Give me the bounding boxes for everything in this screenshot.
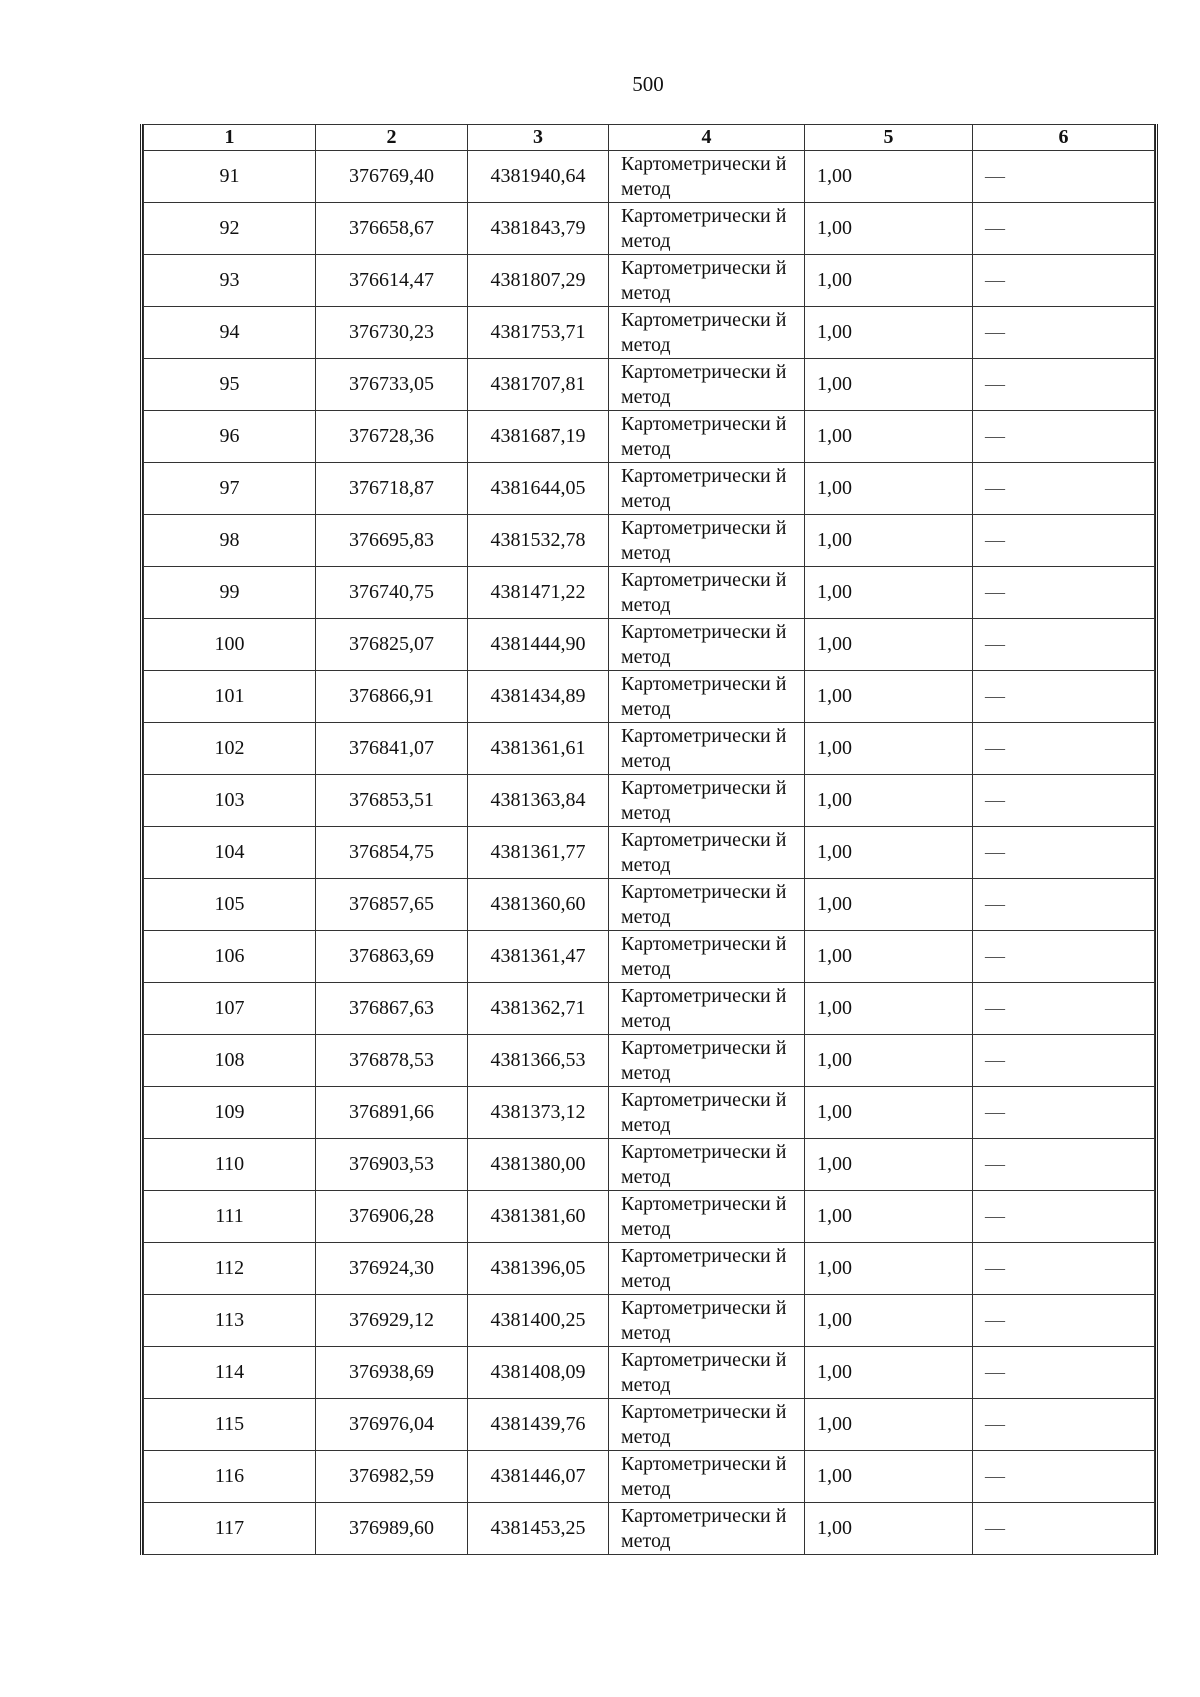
y-coordinate-cell: 4381363,84 (468, 775, 609, 827)
note-cell: — (973, 1243, 1155, 1295)
x-coordinate-cell: 376695,83 (316, 515, 468, 567)
note-cell: — (973, 619, 1155, 671)
column-header-2: 2 (316, 125, 468, 151)
y-coordinate-cell: 4381453,25 (468, 1503, 609, 1555)
x-coordinate-cell: 376982,59 (316, 1451, 468, 1503)
column-header-1: 1 (144, 125, 316, 151)
point-number-cell: 92 (144, 203, 316, 255)
accuracy-cell: 1,00 (805, 411, 973, 463)
table-row (144, 359, 1155, 411)
x-coordinate-cell: 376989,60 (316, 1503, 468, 1555)
method-cell: Картометрически й метод (609, 255, 805, 307)
y-coordinate-cell: 4381532,78 (468, 515, 609, 567)
method-cell: Картометрически й метод (609, 619, 805, 671)
x-coordinate-cell: 376718,87 (316, 463, 468, 515)
x-coordinate-cell: 376878,53 (316, 1035, 468, 1087)
table-row (144, 671, 1155, 723)
table-row (144, 827, 1155, 879)
accuracy-cell: 1,00 (805, 151, 973, 203)
accuracy-cell: 1,00 (805, 775, 973, 827)
method-cell: Картометрически й метод (609, 1087, 805, 1139)
accuracy-cell: 1,00 (805, 203, 973, 255)
method-cell: Картометрически й метод (609, 203, 805, 255)
note-cell: — (973, 359, 1155, 411)
table-row (144, 619, 1155, 671)
table-row (144, 463, 1155, 515)
note-cell: — (973, 1347, 1155, 1399)
point-number-cell: 104 (144, 827, 316, 879)
accuracy-cell: 1,00 (805, 827, 973, 879)
note-cell: — (973, 463, 1155, 515)
point-number-cell: 105 (144, 879, 316, 931)
column-header-4: 4 (609, 125, 805, 151)
table-row (144, 1035, 1155, 1087)
method-cell: Картометрически й метод (609, 1191, 805, 1243)
point-number-cell: 111 (144, 1191, 316, 1243)
method-cell: Картометрически й метод (609, 879, 805, 931)
table-row (144, 515, 1155, 567)
x-coordinate-cell: 376733,05 (316, 359, 468, 411)
column-header-6: 6 (973, 125, 1155, 151)
accuracy-cell: 1,00 (805, 619, 973, 671)
y-coordinate-cell: 4381400,25 (468, 1295, 609, 1347)
method-cell: Картометрически й метод (609, 1139, 805, 1191)
note-cell: — (973, 307, 1155, 359)
point-number-cell: 115 (144, 1399, 316, 1451)
y-coordinate-cell: 4381471,22 (468, 567, 609, 619)
y-coordinate-cell: 4381439,76 (468, 1399, 609, 1451)
accuracy-cell: 1,00 (805, 1035, 973, 1087)
x-coordinate-cell: 376769,40 (316, 151, 468, 203)
method-cell: Картометрически й метод (609, 151, 805, 203)
note-cell: — (973, 567, 1155, 619)
y-coordinate-cell: 4381362,71 (468, 983, 609, 1035)
table-header-row (144, 125, 1155, 151)
point-number-cell: 99 (144, 567, 316, 619)
note-cell: — (973, 983, 1155, 1035)
x-coordinate-cell: 376730,23 (316, 307, 468, 359)
note-cell: — (973, 1295, 1155, 1347)
point-number-cell: 91 (144, 151, 316, 203)
table-row (144, 411, 1155, 463)
accuracy-cell: 1,00 (805, 1347, 973, 1399)
table-row (144, 775, 1155, 827)
method-cell: Картометрически й метод (609, 1347, 805, 1399)
method-cell: Картометрически й метод (609, 567, 805, 619)
point-number-cell: 117 (144, 1503, 316, 1555)
y-coordinate-cell: 4381753,71 (468, 307, 609, 359)
table-row (144, 879, 1155, 931)
y-coordinate-cell: 4381444,90 (468, 619, 609, 671)
method-cell: Картометрически й метод (609, 1503, 805, 1555)
point-number-cell: 101 (144, 671, 316, 723)
x-coordinate-cell: 376857,65 (316, 879, 468, 931)
accuracy-cell: 1,00 (805, 931, 973, 983)
x-coordinate-cell: 376976,04 (316, 1399, 468, 1451)
accuracy-cell: 1,00 (805, 515, 973, 567)
method-cell: Картометрически й метод (609, 723, 805, 775)
table-row (144, 931, 1155, 983)
note-cell: — (973, 203, 1155, 255)
method-cell: Картометрически й метод (609, 931, 805, 983)
accuracy-cell: 1,00 (805, 255, 973, 307)
method-cell: Картометрически й метод (609, 775, 805, 827)
y-coordinate-cell: 4381360,60 (468, 879, 609, 931)
point-number-cell: 116 (144, 1451, 316, 1503)
coordinates-table (143, 124, 1155, 1555)
x-coordinate-cell: 376841,07 (316, 723, 468, 775)
accuracy-cell: 1,00 (805, 307, 973, 359)
y-coordinate-cell: 4381373,12 (468, 1087, 609, 1139)
y-coordinate-cell: 4381361,77 (468, 827, 609, 879)
note-cell: — (973, 671, 1155, 723)
note-cell: — (973, 515, 1155, 567)
table-row (144, 1347, 1155, 1399)
note-cell: — (973, 1087, 1155, 1139)
point-number-cell: 102 (144, 723, 316, 775)
point-number-cell: 100 (144, 619, 316, 671)
x-coordinate-cell: 376614,47 (316, 255, 468, 307)
x-coordinate-cell: 376938,69 (316, 1347, 468, 1399)
x-coordinate-cell: 376658,67 (316, 203, 468, 255)
point-number-cell: 106 (144, 931, 316, 983)
column-header-3: 3 (468, 125, 609, 151)
table-row (144, 1243, 1155, 1295)
method-cell: Картометрически й метод (609, 359, 805, 411)
point-number-cell: 96 (144, 411, 316, 463)
point-number-cell: 114 (144, 1347, 316, 1399)
x-coordinate-cell: 376728,36 (316, 411, 468, 463)
accuracy-cell: 1,00 (805, 1503, 973, 1555)
y-coordinate-cell: 4381843,79 (468, 203, 609, 255)
table-row (144, 1139, 1155, 1191)
x-coordinate-cell: 376906,28 (316, 1191, 468, 1243)
x-coordinate-cell: 376825,07 (316, 619, 468, 671)
note-cell: — (973, 1139, 1155, 1191)
method-cell: Картометрически й метод (609, 1295, 805, 1347)
point-number-cell: 113 (144, 1295, 316, 1347)
x-coordinate-cell: 376891,66 (316, 1087, 468, 1139)
note-cell: — (973, 411, 1155, 463)
accuracy-cell: 1,00 (805, 1399, 973, 1451)
note-cell: — (973, 151, 1155, 203)
y-coordinate-cell: 4381807,29 (468, 255, 609, 307)
table-row (144, 1451, 1155, 1503)
x-coordinate-cell: 376853,51 (316, 775, 468, 827)
point-number-cell: 94 (144, 307, 316, 359)
y-coordinate-cell: 4381408,09 (468, 1347, 609, 1399)
accuracy-cell: 1,00 (805, 1139, 973, 1191)
table-row (144, 1399, 1155, 1451)
method-cell: Картометрически й метод (609, 1243, 805, 1295)
table-row (144, 983, 1155, 1035)
note-cell: — (973, 931, 1155, 983)
point-number-cell: 95 (144, 359, 316, 411)
note-cell: — (973, 1399, 1155, 1451)
accuracy-cell: 1,00 (805, 723, 973, 775)
table-row (144, 567, 1155, 619)
table-row (144, 255, 1155, 307)
x-coordinate-cell: 376866,91 (316, 671, 468, 723)
point-number-cell: 110 (144, 1139, 316, 1191)
point-number-cell: 107 (144, 983, 316, 1035)
note-cell: — (973, 255, 1155, 307)
accuracy-cell: 1,00 (805, 1087, 973, 1139)
method-cell: Картометрически й метод (609, 671, 805, 723)
x-coordinate-cell: 376863,69 (316, 931, 468, 983)
point-number-cell: 93 (144, 255, 316, 307)
y-coordinate-cell: 4381396,05 (468, 1243, 609, 1295)
coordinates-table-frame (140, 124, 1158, 1555)
y-coordinate-cell: 4381361,61 (468, 723, 609, 775)
note-cell: — (973, 723, 1155, 775)
note-cell: — (973, 775, 1155, 827)
accuracy-cell: 1,00 (805, 879, 973, 931)
note-cell: — (973, 827, 1155, 879)
note-cell: — (973, 1503, 1155, 1555)
y-coordinate-cell: 4381940,64 (468, 151, 609, 203)
y-coordinate-cell: 4381380,00 (468, 1139, 609, 1191)
accuracy-cell: 1,00 (805, 1295, 973, 1347)
accuracy-cell: 1,00 (805, 1243, 973, 1295)
x-coordinate-cell: 376903,53 (316, 1139, 468, 1191)
table-body (144, 151, 1155, 1555)
note-cell: — (973, 1451, 1155, 1503)
y-coordinate-cell: 4381434,89 (468, 671, 609, 723)
y-coordinate-cell: 4381361,47 (468, 931, 609, 983)
x-coordinate-cell: 376854,75 (316, 827, 468, 879)
method-cell: Картометрически й метод (609, 1035, 805, 1087)
point-number-cell: 108 (144, 1035, 316, 1087)
point-number-cell: 112 (144, 1243, 316, 1295)
table-row (144, 1295, 1155, 1347)
x-coordinate-cell: 376929,12 (316, 1295, 468, 1347)
accuracy-cell: 1,00 (805, 983, 973, 1035)
accuracy-cell: 1,00 (805, 671, 973, 723)
table-row (144, 203, 1155, 255)
point-number-cell: 109 (144, 1087, 316, 1139)
y-coordinate-cell: 4381644,05 (468, 463, 609, 515)
method-cell: Картометрически й метод (609, 1399, 805, 1451)
x-coordinate-cell: 376924,30 (316, 1243, 468, 1295)
accuracy-cell: 1,00 (805, 1191, 973, 1243)
point-number-cell: 103 (144, 775, 316, 827)
method-cell: Картометрически й метод (609, 411, 805, 463)
table-row (144, 151, 1155, 203)
accuracy-cell: 1,00 (805, 463, 973, 515)
method-cell: Картометрически й метод (609, 827, 805, 879)
y-coordinate-cell: 4381687,19 (468, 411, 609, 463)
accuracy-cell: 1,00 (805, 359, 973, 411)
note-cell: — (973, 1191, 1155, 1243)
table-row (144, 1191, 1155, 1243)
x-coordinate-cell: 376740,75 (316, 567, 468, 619)
table-row (144, 1503, 1155, 1555)
table-row (144, 1087, 1155, 1139)
point-number-cell: 97 (144, 463, 316, 515)
y-coordinate-cell: 4381366,53 (468, 1035, 609, 1087)
method-cell: Картометрически й метод (609, 463, 805, 515)
table-row (144, 723, 1155, 775)
x-coordinate-cell: 376867,63 (316, 983, 468, 1035)
method-cell: Картометрически й метод (609, 983, 805, 1035)
table-row (144, 307, 1155, 359)
method-cell: Картометрически й метод (609, 1451, 805, 1503)
point-number-cell: 98 (144, 515, 316, 567)
column-header-5: 5 (805, 125, 973, 151)
accuracy-cell: 1,00 (805, 1451, 973, 1503)
note-cell: — (973, 879, 1155, 931)
y-coordinate-cell: 4381707,81 (468, 359, 609, 411)
method-cell: Картометрически й метод (609, 307, 805, 359)
y-coordinate-cell: 4381446,07 (468, 1451, 609, 1503)
y-coordinate-cell: 4381381,60 (468, 1191, 609, 1243)
note-cell: — (973, 1035, 1155, 1087)
accuracy-cell: 1,00 (805, 567, 973, 619)
method-cell: Картометрически й метод (609, 515, 805, 567)
page-number: 500 (632, 72, 664, 96)
